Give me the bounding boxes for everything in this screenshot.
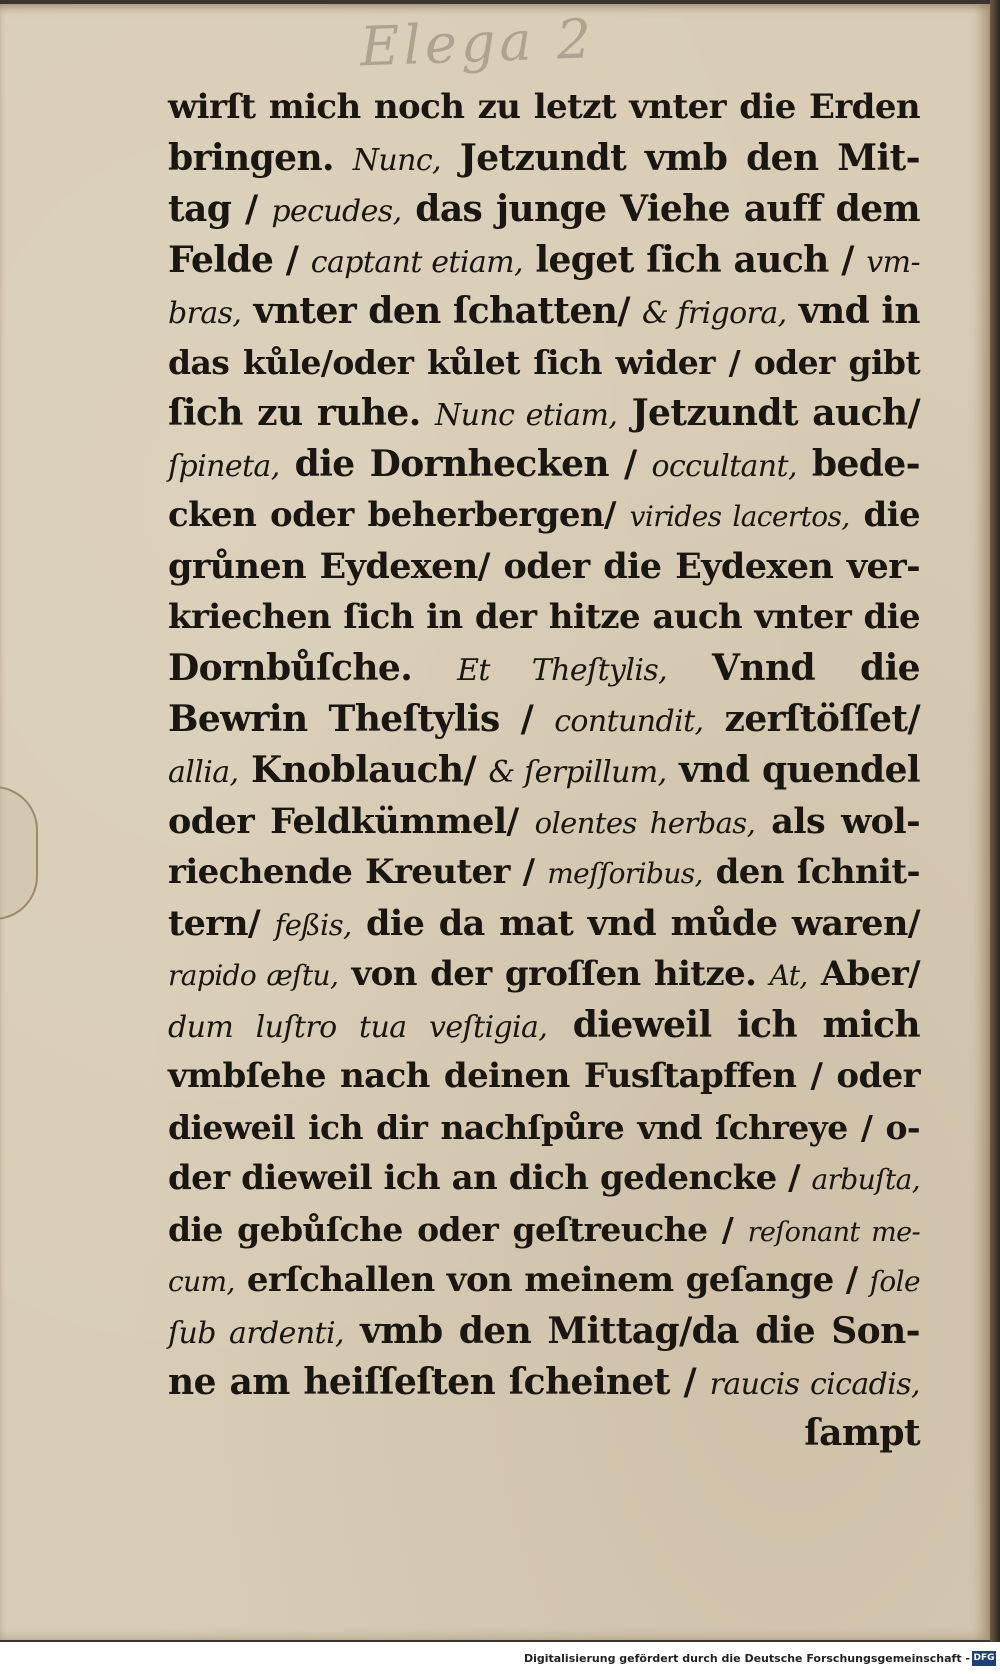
- text-line: [168, 949, 920, 1000]
- german-text: grůnen Eydexen/ oder die Eydexen ver-: [168, 546, 920, 587]
- text-line: [168, 337, 920, 388]
- text-line: [168, 1102, 920, 1153]
- german-text: vnter den ſchatten/: [241, 290, 643, 332]
- text-line: [168, 592, 920, 643]
- german-text: kriechen ſich in der hitze auch vnter die: [168, 597, 920, 637]
- german-text: wirſt mich noch zu letzt vnter die Erden: [168, 87, 920, 127]
- text-line: [168, 235, 920, 286]
- german-text: Dornbůſche.: [168, 647, 458, 689]
- latin-gloss: cum,: [168, 1265, 235, 1298]
- text-line: [168, 1153, 920, 1204]
- text-line: [168, 133, 920, 184]
- german-text: ne am heiſſeſten ſcheinet /: [168, 1361, 710, 1403]
- text-line: [168, 439, 920, 490]
- german-text: riechende Kreuter /: [168, 852, 548, 892]
- german-text: das junge Viehe auff dem: [401, 188, 920, 230]
- german-text: tern/: [168, 903, 275, 944]
- german-text: das kůle/oder kůlet ſich wider / oder gibt: [168, 343, 920, 382]
- german-text: dieweil ich mich: [547, 1004, 920, 1046]
- text-line: [168, 643, 920, 694]
- text-line: [168, 694, 920, 745]
- page-tab-mark: [0, 786, 38, 920]
- latin-gloss: meſſoribus,: [547, 857, 703, 890]
- german-text: vmbſehe nach deinen Fusſtapffen / oder: [168, 1056, 920, 1096]
- german-text: tag /: [168, 188, 272, 230]
- german-text: vnd in: [786, 290, 921, 332]
- german-text: die Dornhecken /: [279, 443, 652, 485]
- latin-gloss: Nunc,: [352, 143, 441, 178]
- text-line: [168, 796, 920, 847]
- german-text: ſich zu ruhe.: [168, 392, 435, 434]
- german-text: von der groſſen hitze.: [338, 954, 770, 994]
- text-line: [168, 82, 920, 133]
- text-line: [168, 184, 920, 235]
- latin-gloss: ſub ardenti,: [168, 1316, 344, 1351]
- latin-gloss: arbuſta,: [811, 1163, 920, 1196]
- text-line: [168, 745, 920, 796]
- latin-gloss: raucis cicadis,: [709, 1367, 920, 1402]
- latin-gloss: occultant,: [651, 449, 797, 484]
- latin-gloss: feßis,: [274, 908, 352, 942]
- text-line: [168, 1000, 920, 1051]
- latin-gloss: & ſerpillum,: [488, 755, 667, 790]
- latin-gloss: dum luſtro tua veſtigia,: [168, 1010, 548, 1045]
- german-text: leget ſich auch /: [522, 239, 867, 281]
- german-text: bringen.: [168, 137, 353, 179]
- german-text: dieweil ich dir nachſpůre vnd ſchreye / o-: [168, 1108, 920, 1147]
- book-page: [0, 4, 993, 1640]
- german-text: Jetzundt vmb den Mit-: [441, 137, 921, 179]
- text-line: [168, 847, 920, 898]
- german-text: Bewrin Theſtylis /: [168, 698, 555, 740]
- german-text: bede-: [796, 443, 920, 485]
- german-text: vnd quendel: [666, 749, 920, 791]
- german-text: cken oder beherbergen/: [168, 495, 630, 535]
- text-line: [168, 541, 920, 592]
- latin-gloss: & frigora,: [642, 296, 787, 331]
- latin-gloss: allia,: [168, 755, 239, 790]
- german-text: als wol-: [755, 801, 920, 842]
- latin-gloss: bras,: [168, 296, 242, 331]
- german-text: die: [849, 495, 920, 535]
- german-text: der dieweil ich an dich gedencke /: [168, 1158, 812, 1198]
- footer-bar: [0, 1648, 1000, 1674]
- text-line: [168, 898, 920, 949]
- latin-gloss: pecudes,: [271, 194, 402, 229]
- text-line: [168, 388, 920, 439]
- german-text: ſampt: [804, 1412, 920, 1454]
- german-text: vmb den Mittag/da die Son-: [343, 1310, 920, 1352]
- german-text: Jetzundt auch/: [617, 392, 921, 434]
- latin-gloss: olentes herbas,: [534, 806, 756, 840]
- german-text: Felde /: [168, 239, 311, 281]
- latin-gloss: reſonant me-: [747, 1217, 920, 1248]
- latin-gloss: ſpineta,: [168, 449, 280, 484]
- latin-gloss: vm-: [866, 245, 920, 280]
- german-text: erſchallen von meinem geſange /: [234, 1260, 870, 1300]
- german-text: zerſtöſſet/: [703, 698, 920, 740]
- text-line: [168, 490, 920, 541]
- text-line: [168, 1306, 920, 1357]
- text-line: [168, 1408, 920, 1459]
- latin-gloss: rapido æſtu,: [168, 959, 339, 992]
- latin-gloss: ſole: [869, 1265, 920, 1298]
- latin-gloss: At,: [769, 959, 808, 992]
- latin-gloss: virides lacertos,: [629, 500, 850, 533]
- page-text: [168, 82, 920, 1459]
- text-line: [168, 1204, 920, 1255]
- german-text: Vnnd die: [667, 647, 920, 689]
- pencil-annotation: Elega 2: [359, 7, 597, 79]
- latin-gloss: contundit,: [554, 704, 704, 739]
- book-edge: [990, 0, 1000, 1642]
- german-text: den ſchnit-: [702, 852, 920, 892]
- german-text: Knoblauch/: [238, 749, 489, 791]
- text-line: [168, 1051, 920, 1102]
- text-line: [168, 1357, 920, 1408]
- german-text: oder Feldkümmel/: [168, 801, 535, 842]
- latin-gloss: Et Theſtylis,: [457, 653, 668, 688]
- text-line: [168, 286, 920, 337]
- german-text: Aber/: [807, 954, 920, 994]
- text-line: [168, 1255, 920, 1306]
- german-text: die da mat vnd můde waren/: [351, 903, 920, 944]
- german-text: die gebůſche oder geſtreuche /: [168, 1210, 748, 1249]
- dfg-logo-badge: DFG: [972, 1651, 996, 1666]
- latin-gloss: Nunc etiam,: [434, 398, 618, 433]
- funding-credit: Digitalisierung gefördert durch die Deutsche Forschungsgemeinschaft -: [523, 1652, 970, 1665]
- latin-gloss: captant etiam,: [310, 245, 523, 280]
